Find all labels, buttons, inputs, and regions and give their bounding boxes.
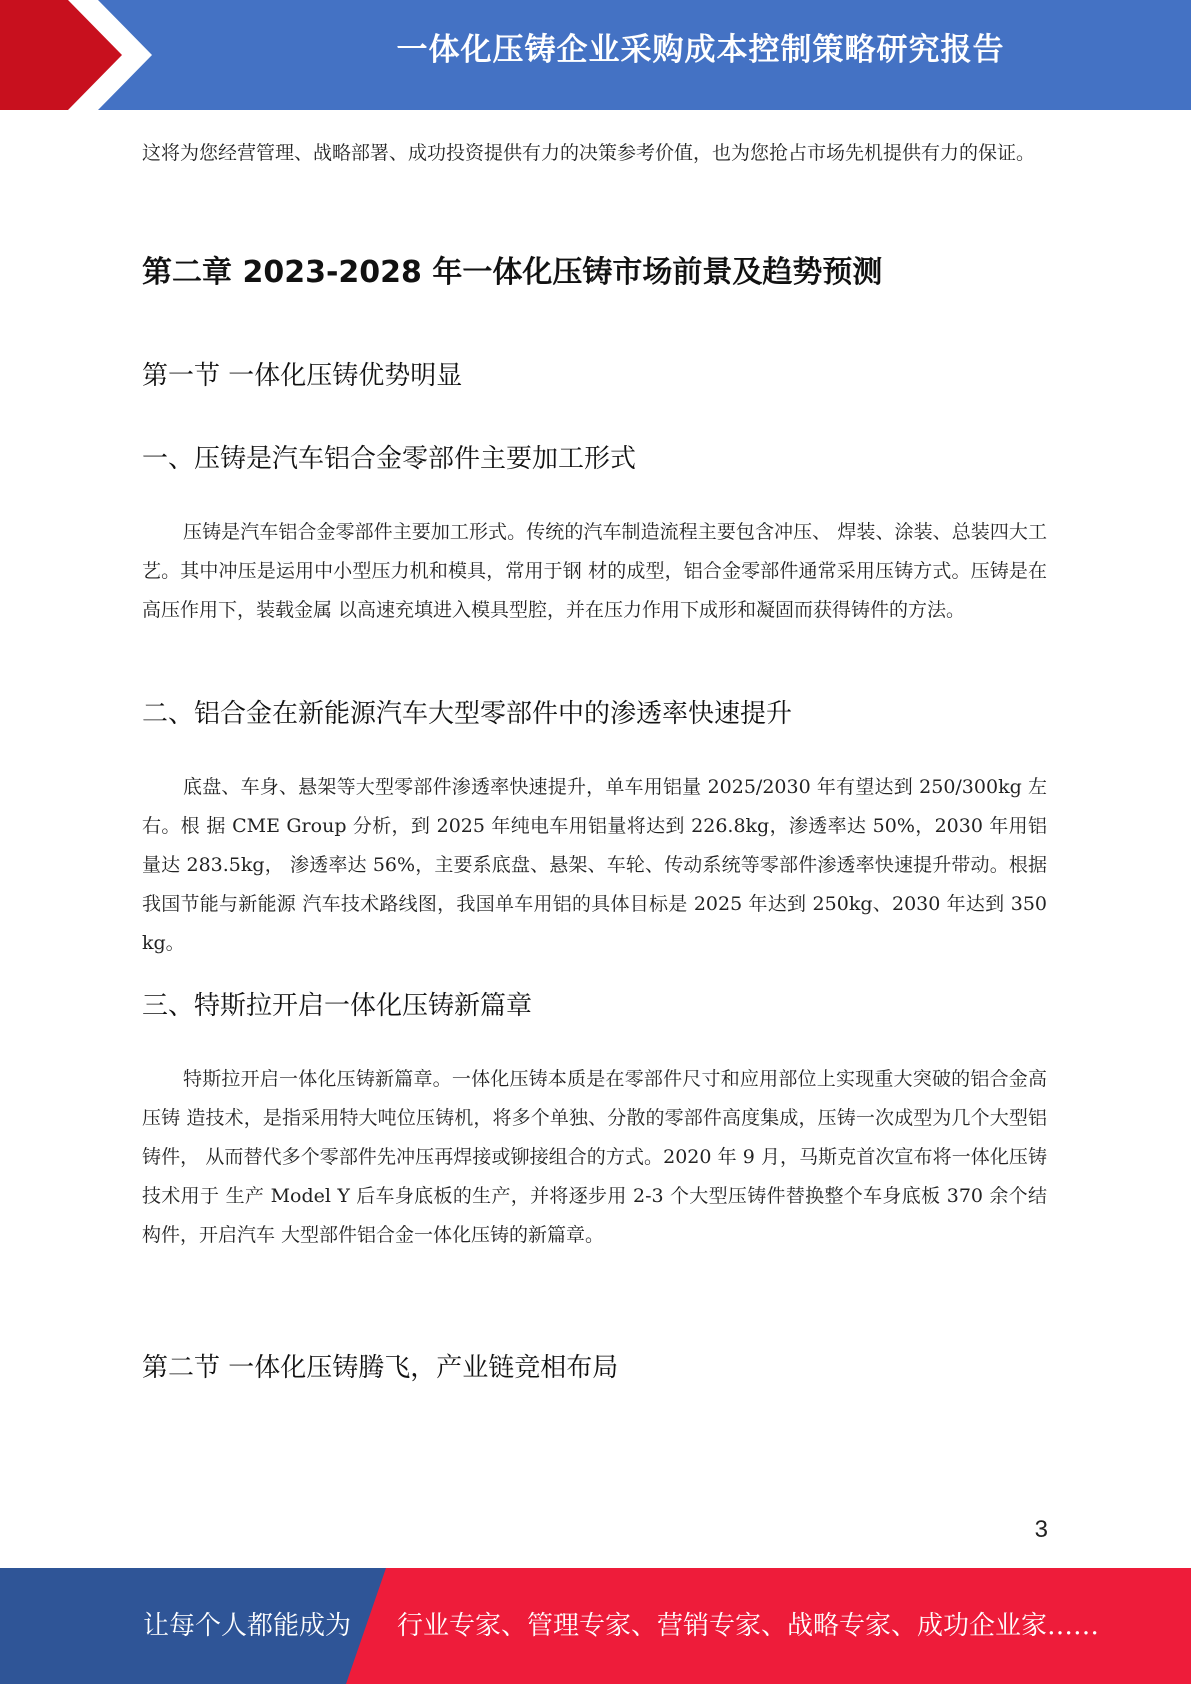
section-title-2: 第二节 一体化压铸腾飞，产业链竞相布局: [142, 1353, 619, 1383]
subsection-body-1: 压铸是汽车铝合金零部件主要加工形式。传统的汽车制造流程主要包含冲压、 焊装、涂装、总装四大工艺。其中冲压是运用中小型压力机和模具，常用于钢 材的成型，铝合金零部件通常采用压铸方式。压铸是在高压作用下，装载金属 以高速充填进入模具型腔，并在压力作用下成形和凝固而获得铸件的方法。: [142, 521, 1047, 621]
subsection-body-2: 底盘、车身、悬架等大型零部件渗透率快速提升，单车用铝量 2025/2030 年有望达到 250/300kg 左右。根 据 CME Group 分析，到 2025 年纯电车用铝量将达到 226.8kg，渗透率达 50%，2030 年用铝量达 283.5kg， 渗透率达 56%，主要系底盘、悬架、车轮、传动系统等零部件渗透率快速提升带动。根据我国节能与新能源 汽车技术路线图，我国单车用铝的具体目标是 2025 年达到 250kg、2030 年达到 350kg。: [142, 776, 1047, 954]
footer-slogan-left: 让每个人都能成为: [143, 1611, 352, 1641]
page-footer: [0, 1568, 1191, 1684]
page-number: 3: [1034, 1516, 1048, 1543]
chapter-title: 第二章 2023-2028 年一体化压铸市场前景及趋势预测: [142, 255, 883, 290]
subsection-body-3: 特斯拉开启一体化压铸新篇章。一体化压铸本质是在零部件尺寸和应用部位上实现重大突破的铝合金高压铸 造技术，是指采用特大吨位压铸机，将多个单独、分散的零部件高度集成，压铸一次成型为几个大型铝铸件， 从而替代多个零部件先冲压再焊接或铆接组合的方式。2020 年 9 月，马斯克首次宣布将一体化压铸技术用于 生产 Model Y 后车身底板的生产，并将逐步用 2-3 个大型压铸件替换整个车身底板 370 余个结构件，开启汽车 大型部件铝合金一体化压铸的新篇章。: [142, 1068, 1047, 1246]
subsection-heading-1: 一、压铸是汽车铝合金零部件主要加工形式: [142, 444, 637, 474]
section-title-1: 第一节 一体化压铸优势明显: [142, 361, 463, 391]
subsection-heading-3: 三、特斯拉开启一体化压铸新篇章: [142, 991, 533, 1021]
report-title: 一体化压铸企业采购成本控制策略研究报告: [396, 32, 1005, 68]
intro-paragraph: 这将为您经营管理、战略部署、成功投资提供有力的决策参考价值，也为您抢占市场先机提供有力的保证。: [142, 142, 1036, 164]
page-header: [0, 0, 1191, 110]
subsection-heading-2: 二、铝合金在新能源汽车大型零部件中的渗透率快速提升: [142, 699, 793, 729]
footer-slogan-right: 行业专家、管理专家、营销专家、战略专家、成功企业家……: [397, 1611, 1100, 1641]
